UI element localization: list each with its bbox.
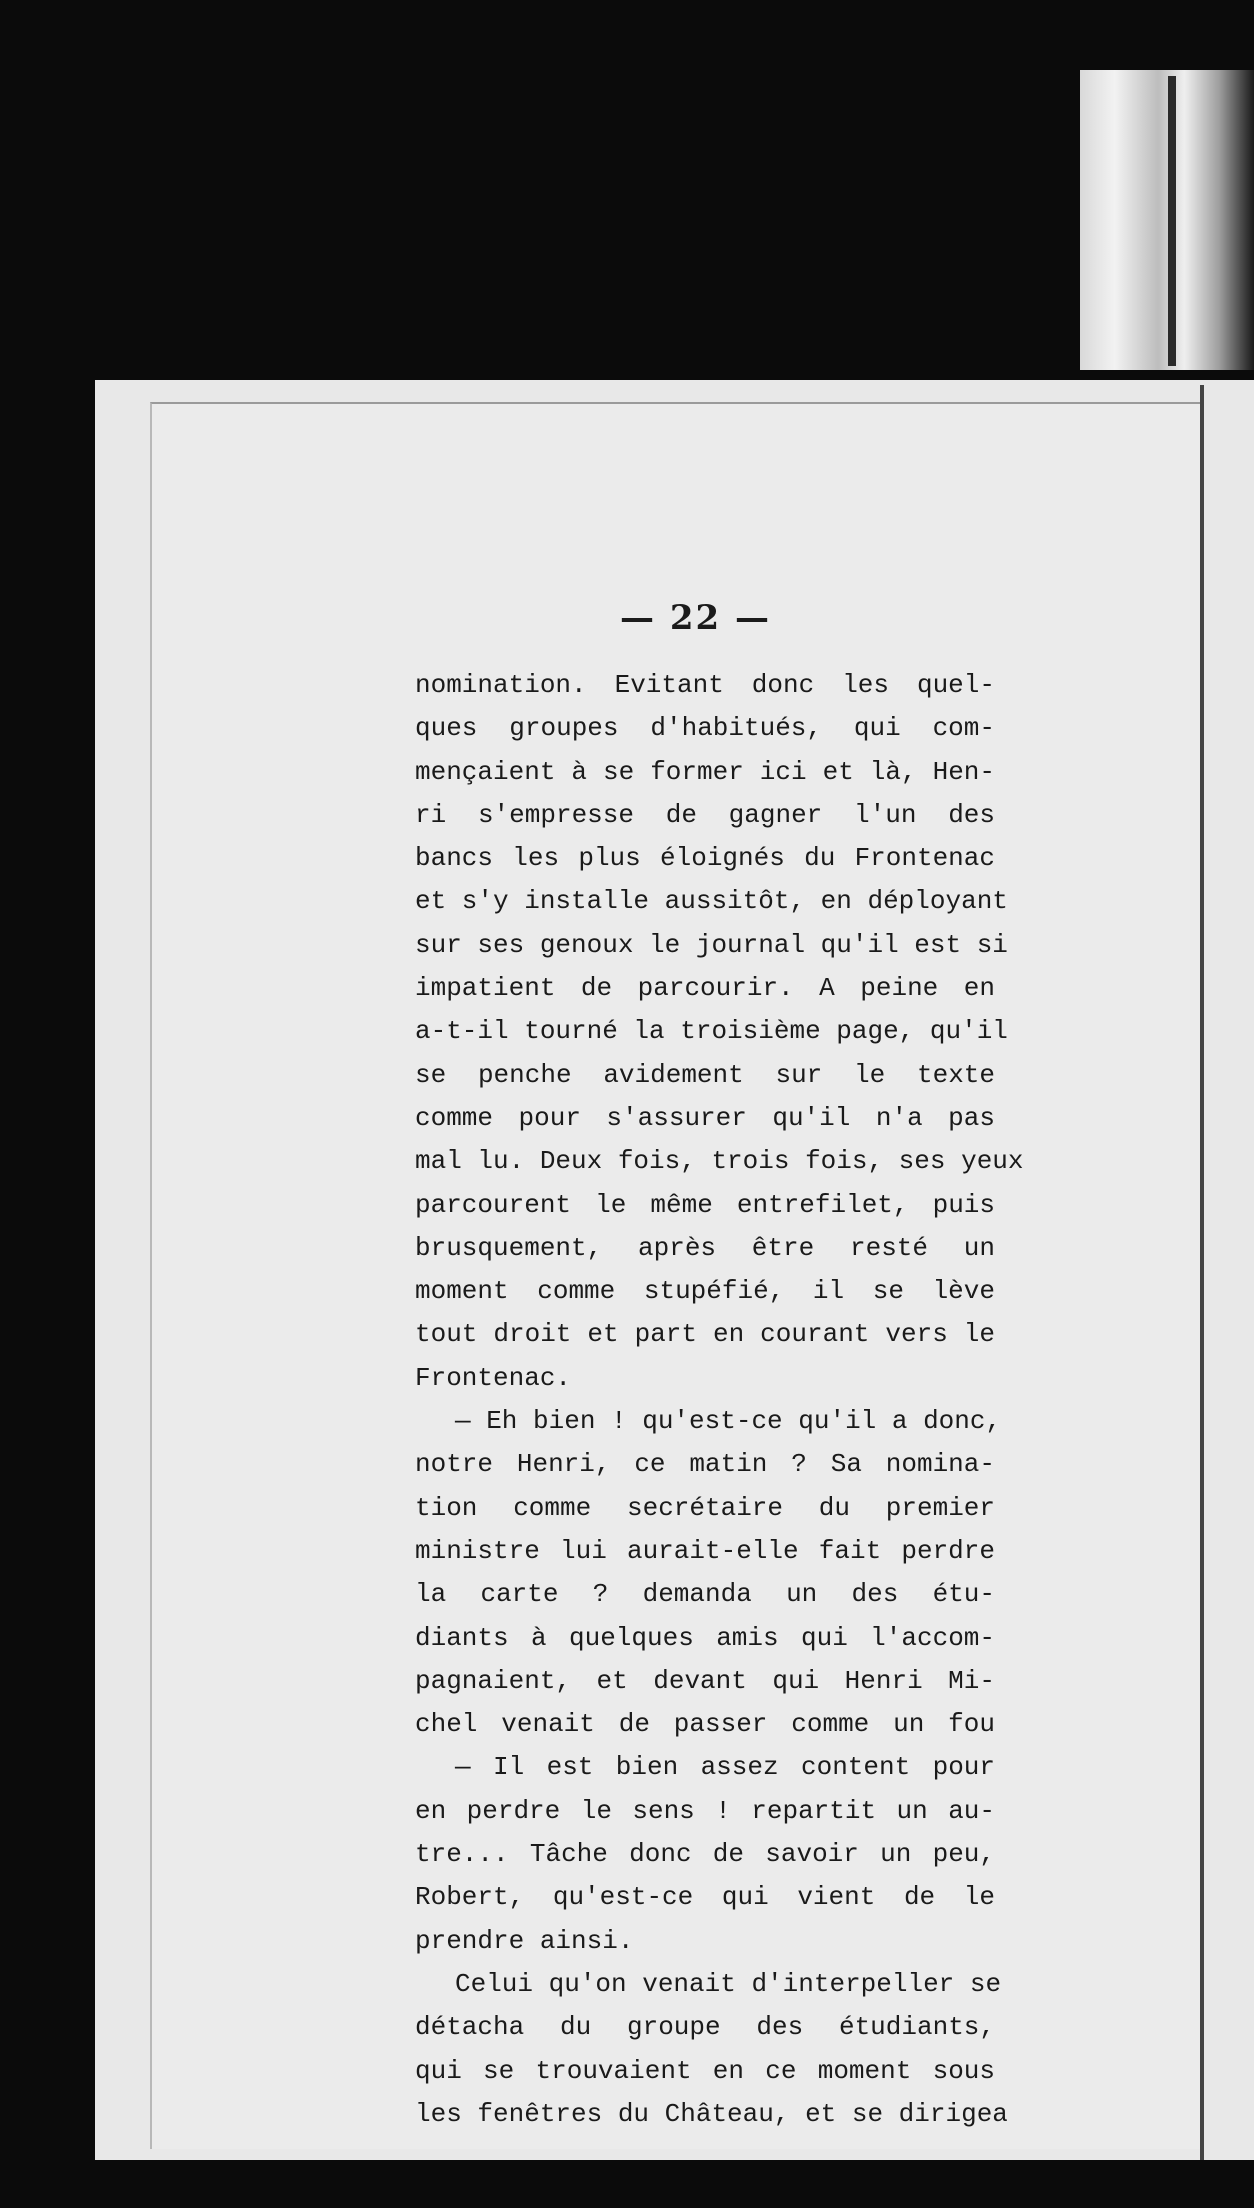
text-line: moment comme stupéfié, il se lève: [415, 1276, 995, 1307]
text-line: les fenêtres du Château, et se dirigea: [415, 2098, 1008, 2129]
text-line: en perdre le sens ! repartit un au-: [415, 1795, 995, 1826]
text-line: a-t-il tourné la troisième page, qu'il: [415, 1016, 1008, 1047]
text-line: pagnaient, et devant qui Henri Mi-: [415, 1665, 995, 1696]
text-line: tion comme secrétaire du premier: [415, 1492, 995, 1523]
text-line: diants à quelques amis qui l'accom-: [415, 1622, 995, 1653]
text-line: mal lu. Deux fois, trois fois, ses yeux: [415, 1146, 1024, 1177]
text-line: détacha du groupe des étudiants,: [415, 2012, 995, 2043]
page-number: — 22 —: [620, 598, 771, 638]
text-line: ques groupes d'habitués, qui com-: [415, 713, 995, 744]
text-line: ri s'empresse de gagner l'un des: [415, 799, 995, 830]
text-line: sur ses genoux le journal qu'il est si: [415, 929, 1008, 960]
text-line: Robert, qu'est-ce qui vient de le: [415, 1882, 995, 1913]
text-line: — Il est bien assez content pour: [455, 1752, 995, 1783]
text-line: la carte ? demanda un des étu-: [415, 1579, 995, 1610]
text-line: Celui qu'on venait d'interpeller se: [455, 1968, 1002, 1999]
book-edge: [1080, 70, 1254, 370]
page-right-rule: [1200, 385, 1204, 2160]
text-line: et s'y installe aussitôt, en déployant: [415, 886, 1008, 917]
text-line: brusquement, après être resté un: [415, 1232, 995, 1263]
text-line: bancs les plus éloignés du Frontenac: [415, 843, 995, 874]
text-line: tout droit et part en courant vers le: [415, 1319, 995, 1350]
text-line: — Eh bien ! qu'est-ce qu'il a donc,: [455, 1406, 1002, 1437]
text-line: prendre ainsi.: [415, 1925, 634, 1956]
text-line: notre Henri, ce matin ? Sa nomina-: [415, 1449, 995, 1480]
book-edge-stripe: [1168, 76, 1176, 366]
text-line: Frontenac.: [415, 1362, 572, 1393]
body-text: [415, 664, 1024, 2136]
text-line: se penche avidement sur le texte: [415, 1059, 995, 1090]
text-line: chel venait de passer comme un fou: [415, 1709, 995, 1740]
text-line: tre... Tâche donc de savoir un peu,: [415, 1839, 995, 1870]
text-line: parcourent le même entrefilet, puis: [415, 1189, 995, 1220]
text-line: comme pour s'assurer qu'il n'a pas: [415, 1102, 995, 1133]
text-line: ministre lui aurait-elle fait perdre: [415, 1535, 995, 1566]
text-line: qui se trouvaient en ce moment sous: [415, 2055, 995, 2086]
text-line: mençaient à se former ici et là, Hen-: [415, 756, 995, 787]
text-line: nomination. Evitant donc les quel-: [415, 670, 995, 700]
text-line: impatient de parcourir. A peine en: [415, 973, 995, 1004]
